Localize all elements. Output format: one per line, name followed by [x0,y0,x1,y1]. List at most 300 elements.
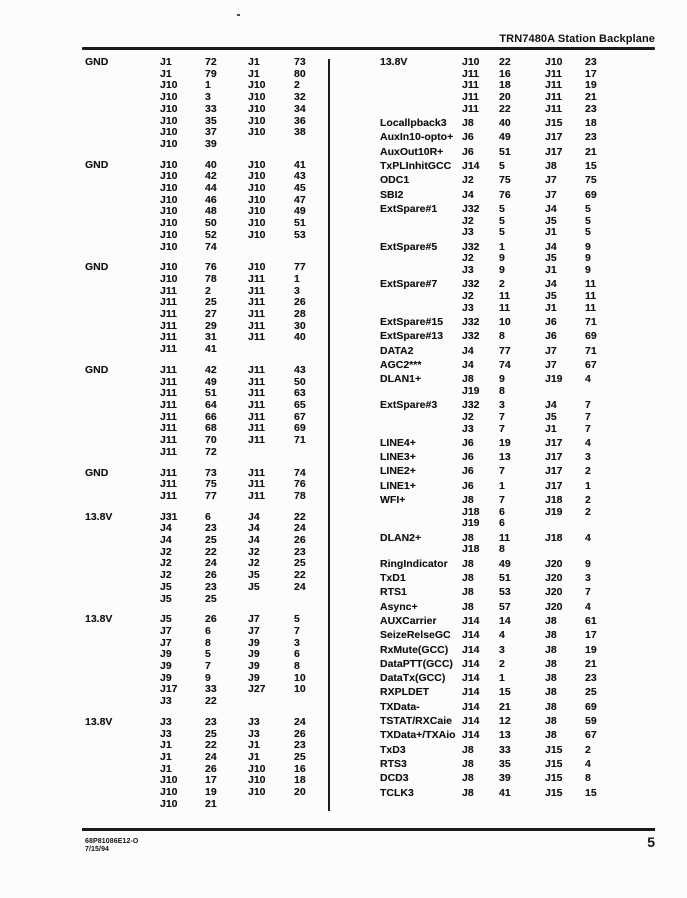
pin-row [85,594,328,606]
pin-number: 7 [585,399,591,412]
signal-label: ExtSpare#5 [380,240,438,253]
connector-id: J11 [160,375,177,388]
connector-id: J2 [160,557,172,570]
pin-number: 69 [294,422,306,435]
pin-number: 10 [499,316,511,328]
pin-number: 3 [294,284,300,297]
pin-number: 7 [499,410,505,423]
connector-id: J10 [160,774,178,787]
connector-id: J11 [160,296,177,309]
connector-id: J6 [545,330,557,343]
pin-row [380,331,655,343]
pin-number: 7 [294,624,300,637]
signal-label [380,518,462,530]
pin-row [85,799,328,811]
pin-number: 9 [585,264,591,276]
signal-label [85,377,160,389]
pin-row [380,279,655,291]
pin-number: 23 [205,580,217,593]
signal-label [85,523,160,535]
connector-id: J11 [160,398,177,411]
pin-row [380,374,655,386]
connector-id: J10 [160,137,178,150]
signal-group [380,175,655,187]
pin-number [294,242,328,254]
pin-row [380,242,655,254]
pin-table-left-column [85,57,328,819]
pin-number: 2 [585,505,591,518]
connector-id: J11 [248,410,265,423]
connector-id: J10 [160,170,178,183]
pin-row [380,702,655,714]
connector-id: J11 [545,91,562,104]
connector-id: J10 [160,193,178,206]
pin-row [85,230,328,242]
pin-number: 51 [294,217,306,230]
pin-number: 76 [205,261,217,274]
signal-group [380,452,655,464]
pin-row [380,745,655,757]
connector-id: J4 [160,534,172,547]
signal-group [85,57,328,151]
pin-number: 6 [499,505,505,518]
pin-number: 6 [205,510,211,523]
connector-id: J11 [248,387,265,400]
signal-label [380,507,462,519]
signal-label [85,344,160,356]
connector-id: J10 [248,182,266,195]
footer-doc-block [85,838,138,854]
connector-id: J10 [248,170,266,183]
pin-number: 22 [205,739,217,752]
connector-id: J3 [462,226,474,239]
connector-id [248,594,294,606]
pin-number: 17 [585,67,597,80]
connector-id: J14 [462,629,480,642]
connector-id: J10 [160,114,178,127]
connector-id: J10 [248,102,266,115]
column-divider [328,59,330,811]
pin-number: 11 [499,301,511,314]
signal-label [85,116,160,128]
connector-id: J2 [462,214,474,227]
pin-number: 4 [585,757,591,770]
pin-number: 7 [585,422,591,435]
pin-number: 23 [585,672,597,685]
pin-number: 2 [499,657,505,670]
pin-number: 34 [294,102,306,115]
signal-label: WFI+ [380,494,406,507]
connector-id: J1 [248,739,260,752]
connector-id [248,344,294,356]
pin-row [380,518,655,530]
pin-row [380,587,655,599]
connector-id: J5 [545,410,557,423]
pin-row [380,687,655,699]
connector-id: J11 [462,91,479,104]
signal-group [380,573,655,585]
pin-number: 50 [294,375,306,388]
signal-label: ODC1 [380,174,410,187]
pin-number [294,696,328,708]
connector-id: J8 [462,494,474,507]
pin-row [380,92,655,104]
pin-number: 22 [294,510,306,523]
pin-number: 13 [499,451,511,464]
pin-number: 18 [585,117,597,130]
pin-number: 61 [585,614,597,627]
pin-row [380,773,655,785]
signal-label: TCLK3 [380,786,414,799]
signal-group [380,161,655,173]
pin-number: 2 [585,465,591,478]
pin-number: 1 [499,479,505,492]
signal-group [380,788,655,800]
pin-number: 74 [499,358,511,371]
pin-row [380,788,655,800]
connector-id: J7 [545,344,557,357]
signal-label: DataPTT(GCC) [380,657,453,670]
connector-id: J7 [248,613,260,626]
connector-id [248,242,294,254]
connector-id: J17 [545,479,563,492]
connector-id: J6 [462,465,474,478]
pin-row [380,730,655,742]
connector-id: J11 [160,410,177,423]
signal-label: DLAN2+ [380,531,422,544]
signal-group [85,512,328,606]
signal-label [85,332,160,344]
signal-label: SBI2 [380,188,404,201]
signal-label: TXData+/TXAio [380,729,456,742]
connector-id: J5 [248,580,260,593]
signal-label: GND [85,363,109,376]
connector-id [545,518,585,530]
pin-number [585,518,655,530]
connector-id: J17 [545,451,563,464]
pin-number: 22 [205,695,217,708]
connector-id: J18 [545,494,563,507]
signal-label [85,195,160,207]
pin-row [380,303,655,315]
signal-group [85,468,328,503]
pin-number: 41 [294,158,306,171]
signal-label: GND [85,261,109,274]
pin-number: 39 [499,772,511,785]
pin-number: 37 [205,126,217,139]
connector-id: J8 [545,643,557,656]
connector-id: J10 [248,228,266,241]
pin-row [85,447,328,459]
connector-id: J11 [248,434,265,447]
signal-group [85,262,328,356]
connector-id: J18 [462,543,480,556]
signal-label: Locallpback3 [380,117,447,130]
signal-group [380,673,655,685]
connector-id: J10 [160,205,178,218]
connector-id [248,447,294,459]
signal-label [85,139,160,151]
pin-row [380,452,655,464]
signal-label [85,673,160,685]
pin-number: 5 [499,226,505,239]
pin-number: 26 [294,727,306,740]
connector-id: J4 [462,358,474,371]
pin-row [380,645,655,657]
signal-label [380,69,462,81]
connector-id: J6 [462,436,474,449]
connector-id: J8 [462,600,474,613]
signal-label [85,447,160,459]
connector-id: J11 [248,489,265,502]
page-header-title: TRN7480A Station Backplane [499,33,655,45]
connector-id: J1 [160,739,172,752]
connector-id: J11 [248,466,265,479]
connector-id: J10 [248,158,266,171]
signal-group [380,118,655,130]
pin-row [380,57,655,69]
connector-id: J10 [160,79,178,92]
pin-number: 22 [499,56,511,68]
pin-number: 21 [205,797,217,810]
connector-id: J8 [462,772,474,785]
connector-id: J14 [462,672,480,685]
signal-label: GND [85,56,109,68]
pin-number: 71 [294,434,306,447]
connector-id: J11 [462,102,479,115]
connector-id: J11 [248,363,265,376]
connector-id: J10 [248,786,266,799]
pin-number: 27 [205,308,217,321]
connector-id: J14 [462,160,480,172]
connector-id: J10 [462,56,480,68]
pin-row [380,602,655,614]
pin-number: 77 [499,344,511,357]
pin-number: 65 [294,398,306,411]
connector-id: J10 [160,240,178,253]
pin-number: 15 [585,160,597,172]
pin-row [85,696,328,708]
pin-number: 33 [205,102,217,115]
pin-number: 25 [205,296,217,309]
signal-label [85,570,160,582]
pin-number: 69 [585,700,597,713]
pin-number: 5 [499,214,505,227]
connector-id: J2 [248,557,260,570]
connector-id: J11 [160,387,177,400]
pin-number: 71 [585,316,597,328]
connector-id: J10 [160,158,178,171]
connector-id: J11 [545,102,562,115]
pin-row [380,118,655,130]
connector-id: J15 [545,786,563,799]
pin-row [85,57,328,69]
connector-id: J5 [545,252,557,265]
page-number: 5 [647,834,655,850]
pin-row [85,183,328,195]
connector-id: J11 [248,308,265,321]
pin-number: 2 [499,278,505,291]
pin-row [380,759,655,771]
connector-id: J2 [462,252,474,265]
pin-number: 24 [205,750,217,763]
pin-number: 72 [205,56,217,68]
pin-row [85,242,328,254]
connector-id: J4 [545,399,557,412]
pin-number: 20 [294,786,306,799]
signal-label [85,183,160,195]
signal-label: TXData- [380,700,420,713]
pin-number: 15 [585,786,597,799]
signal-group [380,730,655,742]
signal-label: RXPLDET [380,686,430,699]
connector-id: J11 [160,363,177,376]
pin-number: 9 [499,264,505,276]
signal-label: 13.8V [85,715,113,728]
pin-row [380,659,655,671]
signal-group [380,360,655,372]
pin-row [85,626,328,638]
signal-label [85,558,160,570]
pin-number: 73 [294,56,306,68]
pin-number: 26 [294,534,306,547]
pin-number: 42 [205,170,217,183]
pin-number: 5 [294,613,300,626]
pin-number: 77 [205,489,217,502]
pin-number: 10 [294,671,306,684]
signal-group [380,587,655,599]
pin-number: 7 [499,465,505,478]
pin-number: 2 [205,284,211,297]
connector-id: J10 [248,126,266,139]
pin-number: 24 [205,557,217,570]
pin-row [380,190,655,202]
pin-number: 67 [585,729,597,742]
pin-row [380,716,655,728]
connector-id: J6 [462,145,474,158]
signal-label: AuxOut10R+ [380,145,444,158]
pin-row [380,147,655,159]
connector-id: J10 [160,228,178,241]
connector-id: J20 [545,557,563,570]
pin-row [380,346,655,358]
connector-id: J11 [248,331,265,344]
pin-number: 9 [585,240,591,253]
connector-id: J10 [160,217,178,230]
connector-id: J14 [462,715,480,728]
signal-label [85,400,160,412]
signal-group [380,702,655,714]
pin-number: 16 [294,762,306,775]
signal-label [85,764,160,776]
connector-id: J1 [248,56,260,68]
pin-number: 35 [205,114,217,127]
pin-number: 67 [294,410,306,423]
connector-id: J14 [462,614,480,627]
signal-label [85,535,160,547]
pin-number: 17 [585,629,597,642]
pin-number: 9 [499,252,505,265]
connector-id: J18 [545,531,563,544]
connector-id: J11 [545,79,562,92]
pin-number: 14 [499,614,511,627]
connector-id: J15 [545,757,563,770]
connector-id: J11 [160,489,177,502]
pin-number: 76 [499,188,511,201]
connector-id: J2 [160,569,172,582]
connector-id: J10 [160,102,178,115]
pin-number: 74 [294,466,306,479]
pin-number: 8 [499,384,505,397]
pin-number: 11 [585,290,597,302]
connector-id: J18 [462,505,480,518]
signal-label [85,684,160,696]
signal-label [85,594,160,606]
connector-id: J6 [545,316,557,328]
pin-number: 66 [205,410,217,423]
connector-id: J4 [545,240,557,253]
connector-id: J27 [248,683,266,696]
connector-id: J11 [462,79,479,92]
connector-id: J7 [545,174,557,187]
pin-number: 40 [205,158,217,171]
connector-id: J10 [248,193,266,206]
connector-id [248,139,294,151]
signal-group [380,773,655,785]
connector-id: J10 [160,261,178,274]
connector-id: J14 [462,700,480,713]
connector-id: J11 [160,434,177,447]
pin-number: 4 [585,373,591,386]
pin-number: 39 [205,137,217,150]
pin-row [380,573,655,585]
connector-id: J11 [160,284,177,297]
connector-id: J9 [248,636,260,649]
signal-group [380,204,655,239]
connector-id [545,386,585,398]
connector-id: J31 [160,510,178,523]
connector-id: J11 [160,478,177,491]
pin-number [294,139,328,151]
pin-number: 1 [205,79,211,92]
connector-id: J20 [545,572,563,585]
connector-id: J6 [462,451,474,464]
connector-id: J32 [462,202,480,215]
pin-number: 26 [294,296,306,309]
pin-number: 13 [499,729,511,742]
signal-group [380,400,655,435]
connector-id: J19 [545,505,563,518]
signal-group [380,438,655,450]
pin-number [585,544,655,556]
pin-number: 21 [585,657,597,670]
pin-row [85,535,328,547]
pin-number [294,594,328,606]
connector-id: J9 [160,660,172,673]
connector-id: J11 [248,422,265,435]
signal-group [85,365,328,459]
connector-id: J3 [248,727,260,740]
signal-group [380,190,655,202]
pin-row [380,360,655,372]
connector-id: J19 [462,517,480,530]
pin-number: 20 [499,91,511,104]
connector-id: J5 [160,580,172,593]
connector-id: J14 [462,686,480,699]
scan-artifact [237,14,240,16]
pin-row [85,104,328,116]
signal-label: SeizeRelseGC [380,629,451,642]
